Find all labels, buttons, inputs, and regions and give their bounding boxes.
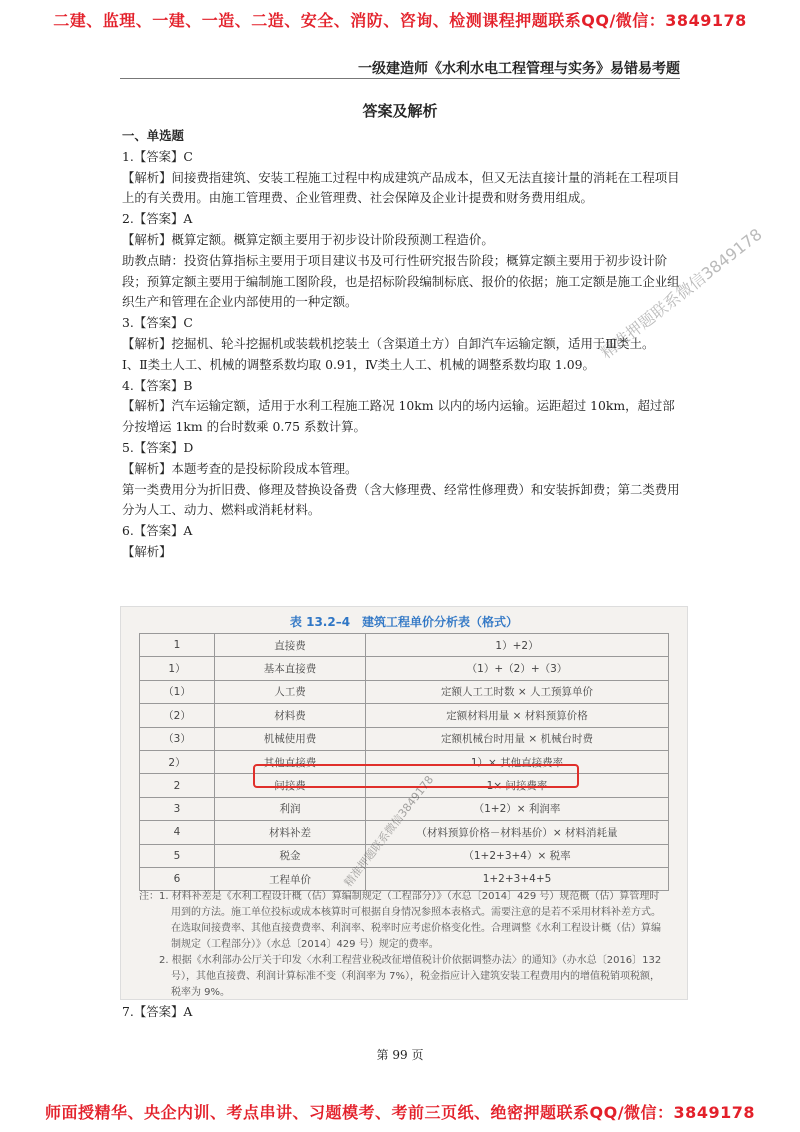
row-number: 1） [140,657,215,680]
row-item: 其他直接费 [215,750,366,773]
header-title: 一级建造师《水利水电工程管理与实务》易错易考题 [358,61,680,77]
q2-analysis: 【解析】概算定额。概算定额主要用于初步设计阶段预测工程造价。 [122,231,494,247]
q5-answer: 5.【答案】D [122,439,194,455]
q4-answer: 4.【答案】B [122,377,193,393]
section-title: 一、单选题 [122,128,184,143]
row-item: 材料补差 [215,821,366,844]
row-number: （3） [140,727,215,750]
row-formula: 定额人工工时数 × 人工预算单价 [366,680,669,703]
q1-analysis: 【解析】间接费指建筑、安装工程施工过程中构成建筑产品成本，但又无法直接计量的消耗在工程项目上的有关费用。由施工管理费、企业管理费、社会保障及企业计提费和财务费用组成。 [122,169,680,206]
table-row [140,867,669,890]
row-formula: 定额材料用量 × 材料预算价格 [366,704,669,727]
row-formula: 1）+2） [366,634,669,657]
table-note-1: 注：1. 材料补差是《水利工程设计概（估）算编制规定（工程部分）》（水总〔2014〕429 号）规范概（估）算管理时用到的方法。施工单位投标或成本核算时可根据自身情况参照本表格式。需要注意的是若不采用材料补差方式。在选取间接费率、其他直接费费率、利润率、税率时应考虑价格变化性。合理调整《水利工程设计概（估）算编制规定（工程部分）》（水总〔2014〕429 号）规定的费率。 [139,891,661,950]
watermark-small: 精准押题联系微信3849178 [341,773,437,890]
row-item: 利润 [215,797,366,820]
table-note-2: 2. 根据《水利部办公厅关于印发〈水利工程营业税改征增值税计价依据调整办法〉的通知》（办水总〔2016〕132 号），其他直接费、利润计算标准不变（利润率为 7%），税金指应计入建筑安装工程费用内的增值税销项税额，税率为 9%。 [159,955,662,998]
q3-answer: 3.【答案】C [122,315,193,331]
bottom-promo-banner: 师面授精华、央企内训、考点串讲、习题模考、考前三页纸、绝密押题联系QQ/微信：3849178 [45,1103,755,1122]
row-formula: （1+2+3+4）× 税率 [366,844,669,867]
q6-analysis: 【解析】 [122,543,172,559]
row-number: 3 [140,797,215,820]
row-formula: 定额机械台时用量 × 机械台时费 [366,727,669,750]
table-row [140,680,669,703]
table-row [140,657,669,680]
row-number: 4 [140,821,215,844]
row-number: （2） [140,704,215,727]
q1-answer: 1.【答案】C [122,148,193,164]
row-item: 直接费 [215,634,366,657]
row-number: 6 [140,867,215,890]
table-caption: 表 13.2–4 建筑工程单价分析表（格式） [289,615,519,629]
row-number: 5 [140,844,215,867]
table-row [140,634,669,657]
table-row [140,727,669,750]
unit-price-table [139,633,669,891]
row-number: 2 [140,774,215,797]
page-title: 答案及解析 [362,102,438,120]
row-number: （1） [140,680,215,703]
table-row [140,704,669,727]
q5-note: 第一类费用分为折旧费、修理及替换设备费（含大修理费、经常性修理费）和安装拆卸费；第二类费用分为人工、动力、燃料或消耗材料。 [122,481,680,518]
row-item: 基本直接费 [215,657,366,680]
q2-answer: 2.【答案】A [122,211,193,227]
q6-answer: 6.【答案】A [122,523,193,539]
row-item: 税金 [215,844,366,867]
row-formula: （1+2）× 利润率 [366,797,669,820]
header-rule [120,78,680,79]
row-item: 间接费 [215,774,366,797]
row-item: 人工费 [215,680,366,703]
table-row [140,821,669,844]
row-item: 材料费 [215,704,366,727]
table-notes [139,889,669,1001]
row-formula: 1）× 其他直接费率 [366,750,669,773]
row-formula: （材料预算价格－材料基价）× 材料消耗量 [366,821,669,844]
q2-tip: 助教点睛：投资估算指标主要用于项目建议书及可行性研究报告阶段；概算定额主要用于初步设计阶段；预算定额主要用于编制施工图阶段，也是招标阶段编制标底、报价的依据；施工定额是施工企业组织生产和管理在企业内部使用的一种定额。 [122,252,680,310]
q3-analysis: 【解析】挖掘机、轮斗挖掘机或装载机挖装土（含渠道土方）自卸汽车运输定额，适用于Ⅲ类土。 [122,335,655,351]
top-promo-banner: 二建、监理、一建、一造、二造、安全、消防、咨询、检测课程押题联系QQ/微信：3849178 [53,11,747,30]
q3-note: Ⅰ、Ⅱ类土人工、机械的调整系数均取 0.91，Ⅳ类土人工、机械的调整系数均取 1.09。 [122,356,595,372]
row-formula: 1× 间接费率 [366,774,669,797]
q7-answer: 7.【答案】A [122,1004,193,1019]
row-formula: 1+2+3+4+5 [366,867,669,890]
table-row [140,844,669,867]
row-formula: （1）+（2）+（3） [366,657,669,680]
row-item: 工程单价 [215,867,366,890]
q5-analysis: 【解析】本题考查的是投标阶段成本管理。 [122,460,358,476]
watermark: 精准押题联系微信3849178 [596,224,766,363]
row-item: 机械使用费 [215,727,366,750]
q4-analysis: 【解析】汽车运输定额，适用于水利工程施工路况 10km 以内的场内运输。运距超过 10km，超过部分按增运 1km 的台时数乘 0.75 系数计算。 [122,398,675,435]
page-number: 第 99 页 [376,1048,424,1062]
row-number: 1 [140,634,215,657]
row-number: 2） [140,750,215,773]
